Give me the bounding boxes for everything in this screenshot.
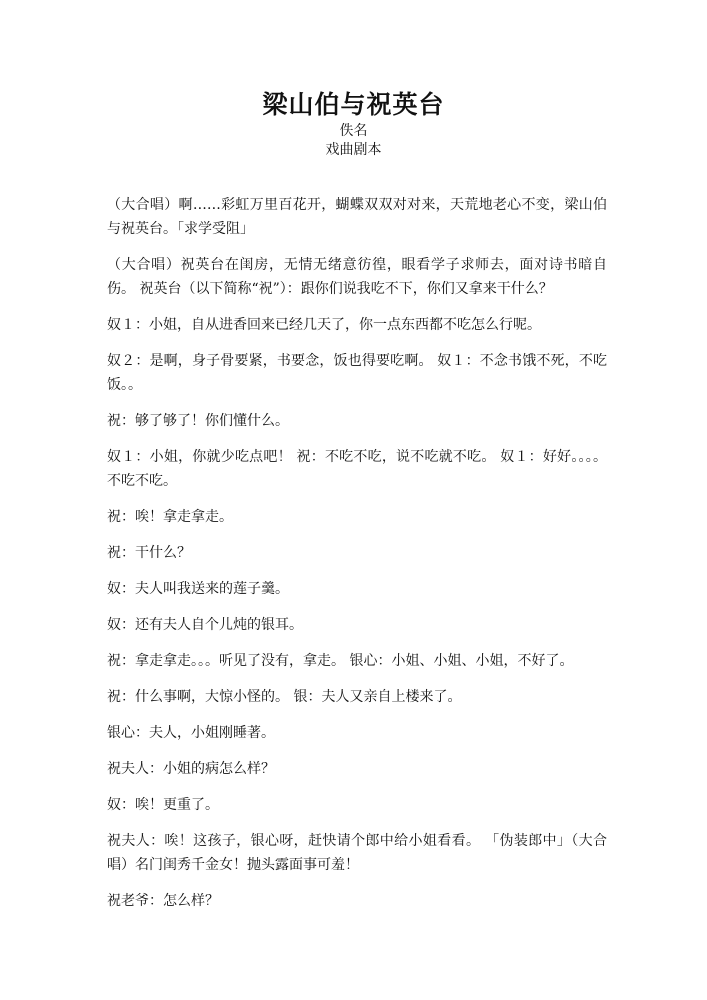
paragraph: 奴：还有夫人自个儿炖的银耳。 (107, 617, 303, 633)
paragraph: （大合唱）啊……彩虹万里百花开，蝴蝶双双对对来，天荒地老心不变，梁山伯与祝英台。「求学受阻」 (107, 197, 607, 237)
document-author: 佚名 (339, 123, 368, 139)
paragraph: 祝：够了够了！你们懂什么。 (107, 413, 289, 429)
paragraph: 祝：唉！拿走拿走。 (107, 509, 233, 525)
paragraph: 祝：什么事啊，大惊小怪的。 银：夫人又亲自上楼来了。 (107, 689, 462, 705)
paragraph: 奴２：是啊，身子骨要紧，书要念，饭也得要吃啊。 奴１：不念书饿不死，不吃饭。。 (107, 353, 607, 393)
paragraph: 奴１：小姐，你就少吃点吧！ 祝：不吃不吃，说不吃就不吃。 奴１：好好。。。。不吃不吃。 (107, 449, 607, 489)
document-genre: 戏曲剧本 (325, 142, 382, 158)
document-header (0, 88, 707, 160)
paragraph: 祝夫人：小姐的病怎么样？ (107, 761, 275, 777)
paragraph: （大合唱）祝英台在闺房，无情无绪意彷徨，眼看学子求师去，面对诗书暗自伤。 祝英台（以下简称“祝”）：跟你们说我吃不下，你们又拿来干什么？ (107, 257, 607, 297)
paragraph: 奴：唉！更重了。 (107, 797, 219, 813)
paragraph: 奴１：小姐，自从进香回来已经几天了，你一点东西都不吃怎么行呢。 (107, 317, 541, 333)
paragraph: 银心：夫人，小姐刚睡著。 (107, 725, 275, 741)
document-title: 梁山伯与祝英台 (262, 90, 445, 119)
paragraph: 祝夫人：唉！这孩子，银心呀，赶快请个郎中给小姐看看。 「伪装郎中」（大合唱）名门闺秀千金女！抛头露面事可羞！ (107, 833, 607, 873)
document-body (107, 193, 607, 925)
paragraph: 祝老爷：怎么样？ (107, 893, 219, 909)
paragraph: 祝：拿走拿走。。。听见了没有，拿走。 银心：小姐、小姐、小姐，不好了。 (107, 653, 574, 669)
paragraph: 祝：干什么？ (107, 545, 191, 561)
paragraph: 奴：夫人叫我送来的莲子羹。 (107, 581, 289, 597)
